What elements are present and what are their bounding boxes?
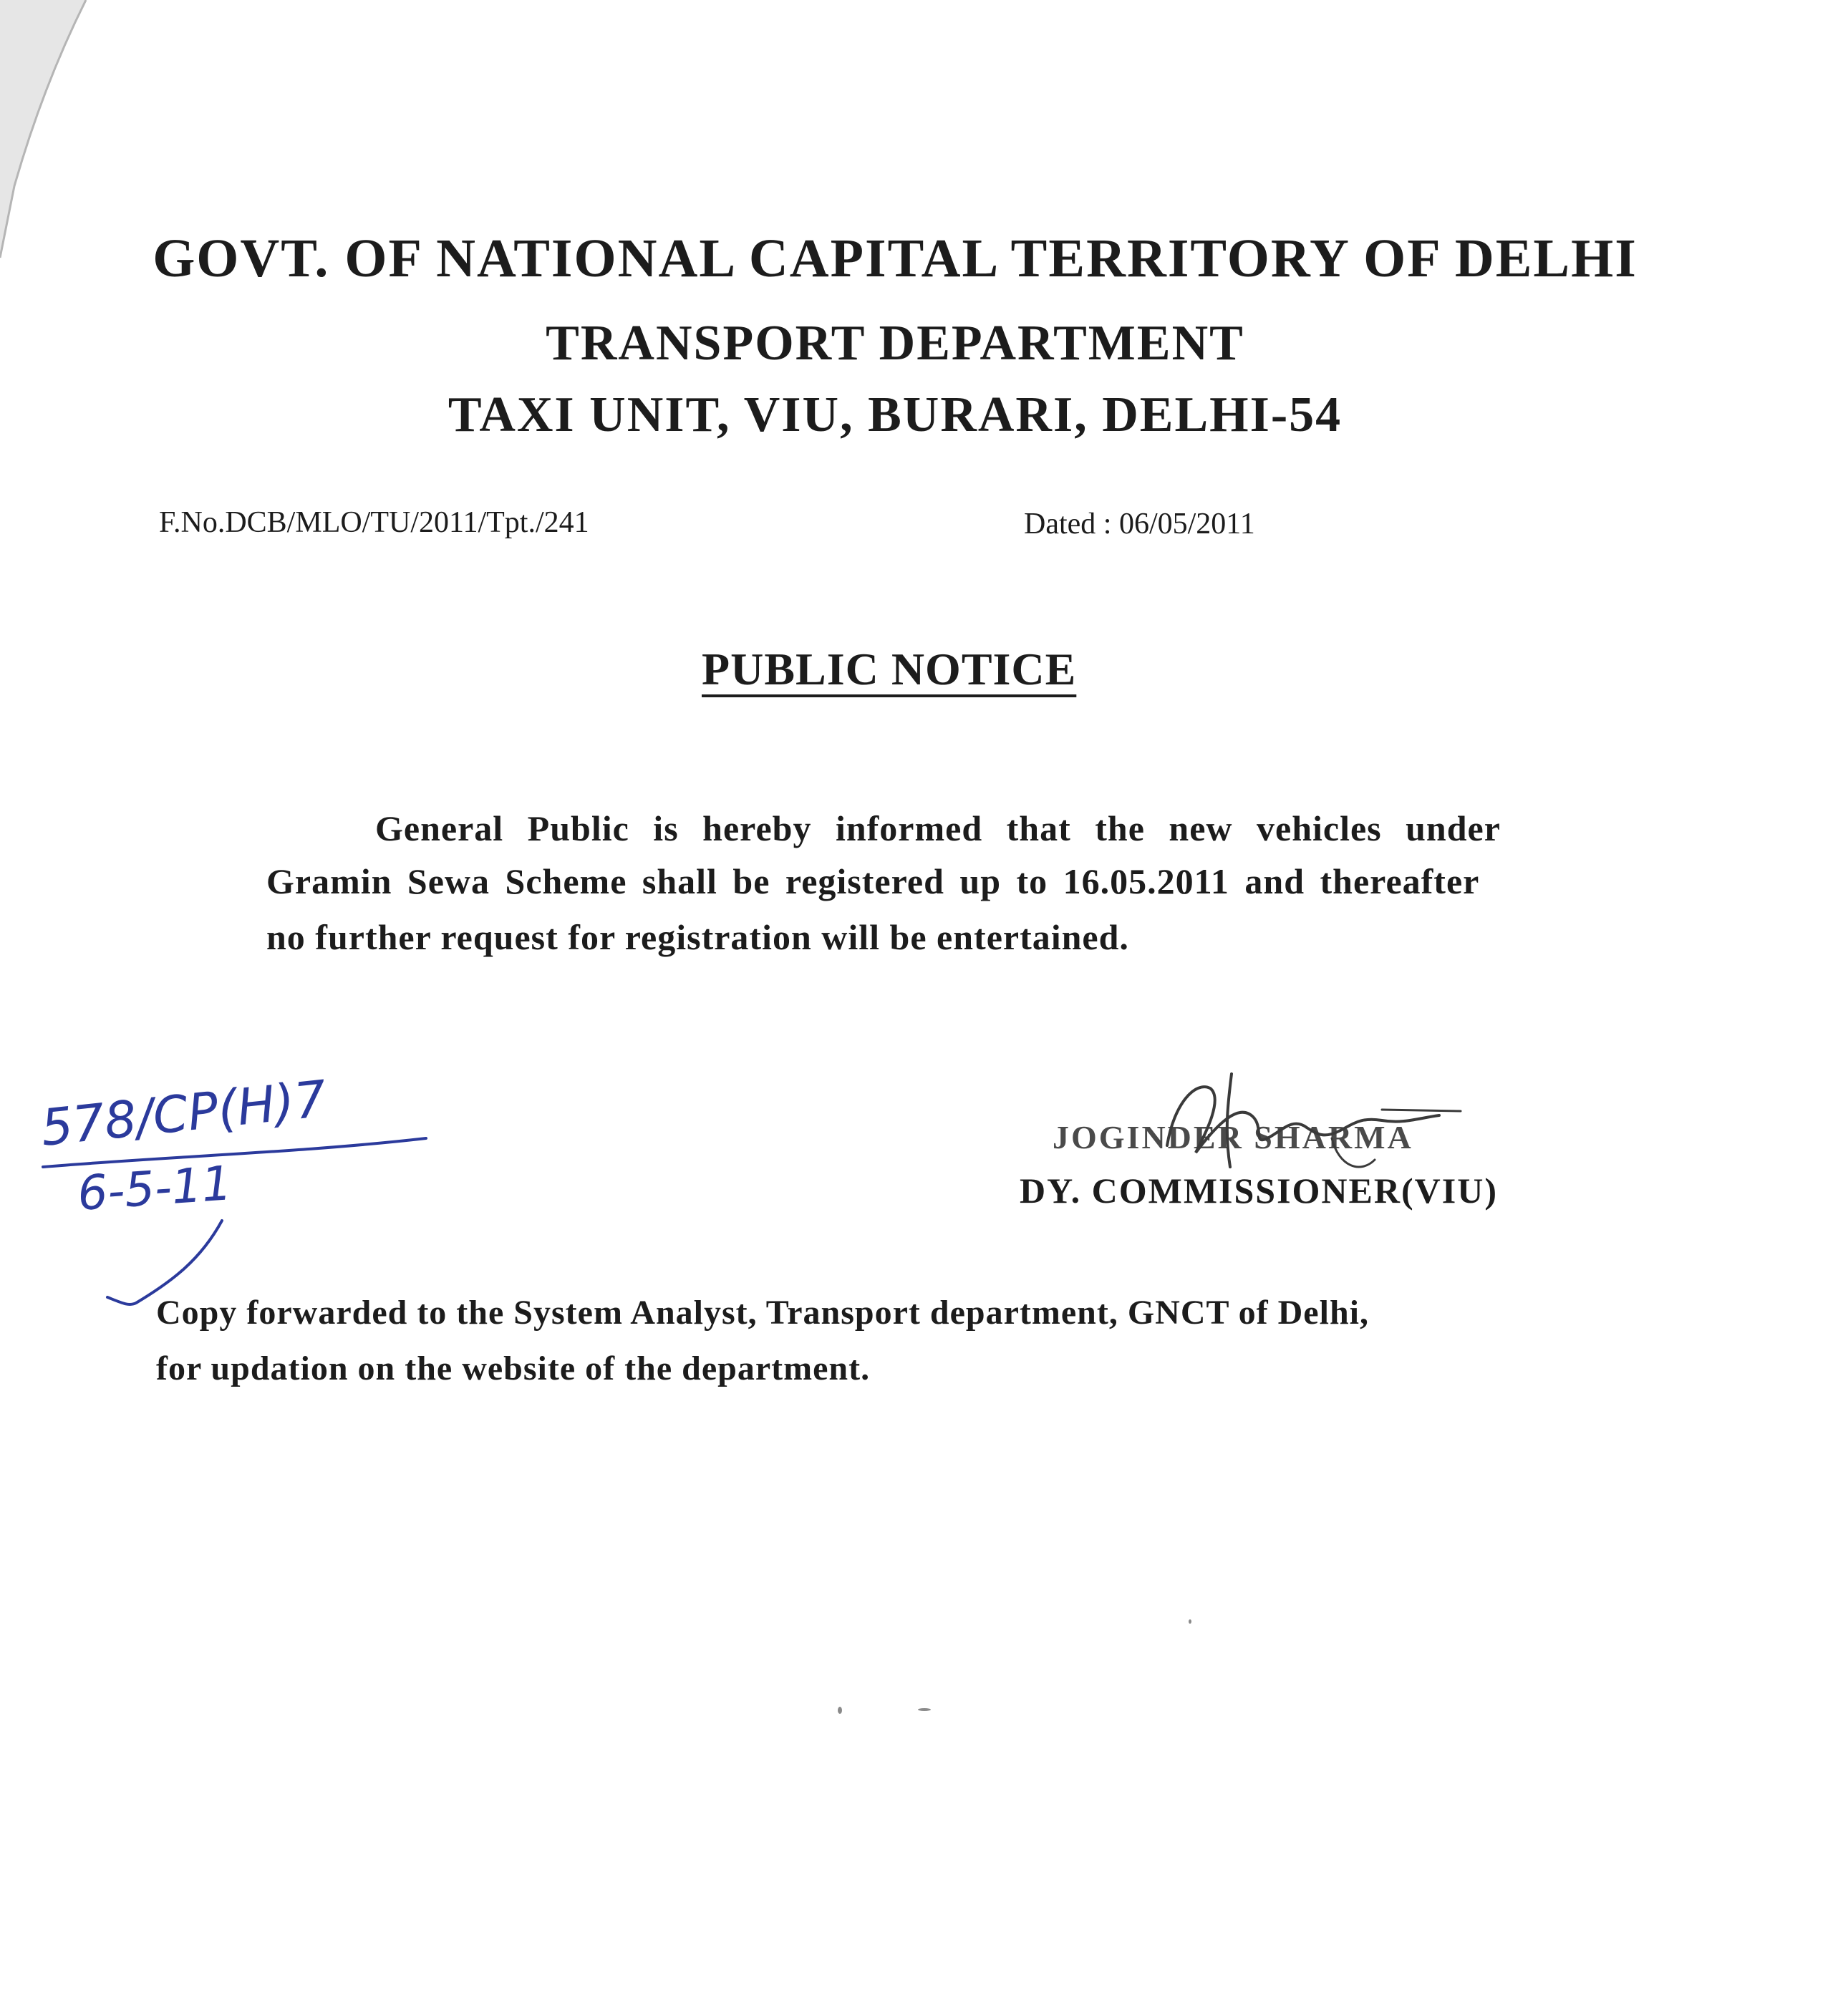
scan-speck	[918, 1708, 931, 1711]
notice-title: PUBLIC NOTICE	[702, 644, 1077, 694]
file-number: F.No.DCB/MLO/TU/2011/Tpt./241	[159, 506, 589, 539]
notice-body-line: no further request for registration will be entertained.	[266, 917, 1129, 957]
notice-body-line: Gramin Sewa Scheme shall be registered up to 16.05.2011 and thereafter	[266, 861, 1480, 901]
scan-speck	[838, 1707, 842, 1714]
handwritten-signature	[1146, 1060, 1475, 1181]
diary-date-text: 6-5-11	[75, 1155, 234, 1221]
copy-forwarded-line: Copy forwarded to the System Analyst, Transport department, GNCT of Delhi,	[156, 1294, 1369, 1332]
signatory-designation: DY. COMMISSIONER(VIU)	[1020, 1171, 1498, 1211]
signatory-name: JOGINDER SHARMA	[1053, 1119, 1413, 1155]
dated-label: Dated : 06/05/2011	[1024, 508, 1255, 541]
department-heading: TRANSPORT DEPARTMENT	[546, 316, 1244, 371]
government-heading: GOVT. OF NATIONAL CAPITAL TERRITORY OF DELHI	[153, 228, 1638, 289]
handwritten-diary-note	[29, 1067, 430, 1332]
diary-number-text: 578/CP(H)7	[38, 1069, 329, 1158]
scan-speck	[1189, 1619, 1191, 1624]
copy-forwarded-line: for updation on the website of the department.	[156, 1349, 871, 1387]
notice-body-line: General Public is hereby informed that the new vehicles under	[375, 808, 1501, 848]
unit-heading: TAXI UNIT, VIU, BURARI, DELHI-54	[448, 387, 1343, 442]
